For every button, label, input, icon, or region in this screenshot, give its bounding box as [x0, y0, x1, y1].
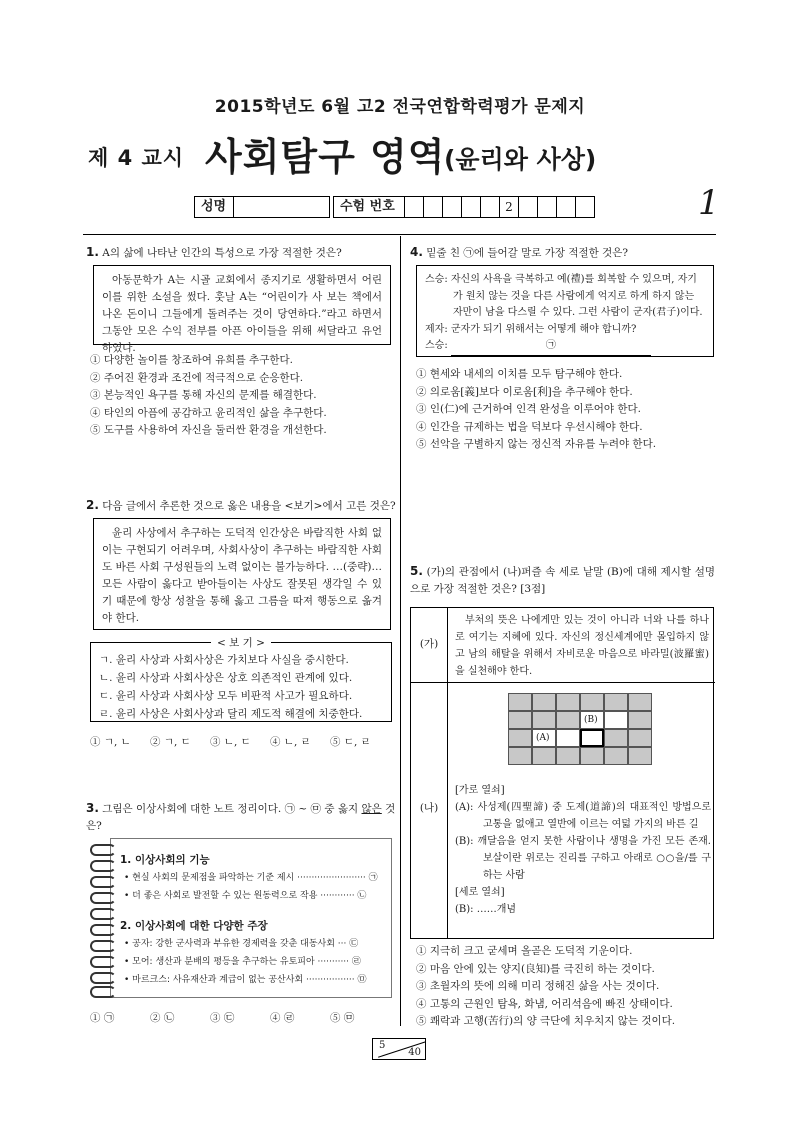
choice-item[interactable]: ② ㉡ [150, 1012, 175, 1024]
question-2-stem: 2. 다음 글에서 추론한 것으로 옳은 내용을 <보기>에서 고른 것은? [86, 498, 396, 512]
across-title: [가로 열쇠] [455, 785, 505, 796]
period-label: 제 4 교시 [88, 146, 185, 170]
grid-cell [628, 693, 652, 711]
bogi-item: ㄴ. 윤리 사상과 사회사상은 상호 의존적인 관계에 있다. [99, 672, 353, 684]
bogi-item: ㄷ. 윤리 사상과 사회사상 모두 비판적 사고가 필요하다. [99, 690, 353, 702]
name-input[interactable] [234, 196, 330, 218]
grid-cell [604, 729, 628, 747]
row-label-ga: (가) [419, 638, 439, 650]
dialog-line: 스승: ㉠ [425, 338, 705, 356]
down-clue-b: (B): ……개념 [455, 904, 517, 915]
exam-number-cell[interactable] [538, 196, 557, 218]
choice-item[interactable]: ④ ㉣ [270, 1012, 295, 1024]
grid-cell-blank [556, 729, 580, 747]
grid-cell-intersection [580, 729, 604, 747]
grid-cell [556, 711, 580, 729]
note-item: • 모어: 생산과 분배의 평등을 추구하는 유토피아 ··········· ㉣ [124, 957, 361, 967]
choice-item[interactable]: ④ 고통의 근원인 탐욕, 화냄, 어리석음에 빠진 상태이다. [416, 997, 673, 1010]
row-label-na: (나) [419, 802, 439, 814]
choice-item[interactable]: ① ㄱ, ㄴ [90, 736, 131, 748]
exam-number-cell[interactable] [557, 196, 576, 218]
grid-cell [508, 693, 532, 711]
grid-cell [508, 729, 532, 747]
question-3-choices [90, 1010, 390, 1025]
exam-number-field [333, 196, 595, 218]
dialog-line: 제자: 군자가 되기 위해서는 어떻게 해야 합니까? [425, 323, 637, 335]
grid-cell [580, 747, 604, 765]
bogi-item: ㄱ. 윤리 사상과 사회사상은 가치보다 사실을 중시한다. [99, 654, 349, 666]
choice-item[interactable]: ① 다양한 놀이를 창조하여 유희를 추구한다. [90, 354, 293, 366]
choice-item[interactable]: ② 주어진 환경과 조건에 적극적으로 순응한다. [90, 371, 304, 384]
note-heading: 1. 이상사회의 기능 [120, 854, 210, 866]
spiral-ring-icon [90, 940, 116, 952]
grid-cell [628, 711, 652, 729]
grid-cell [556, 747, 580, 765]
spiral-ring-icon [90, 956, 116, 968]
choice-item[interactable]: ⑤ 쾌락과 고행(苦行)의 양 극단에 치우치지 않는 것이다. [416, 1015, 676, 1027]
grid-label-a: (A) [536, 733, 550, 743]
page-number: 1 [698, 183, 720, 223]
area-subtitle: (윤리와 사상) [444, 145, 597, 174]
exam-number-cell[interactable] [519, 196, 538, 218]
spiral-ring-icon [90, 986, 116, 998]
exam-title: 2015학년도 6월 고2 전국연합학력평가 문제지 [214, 97, 586, 117]
choice-item[interactable]: ⑤ 도구를 사용하여 자신을 둘러싼 환경을 개선한다. [90, 424, 327, 436]
grid-cell [604, 693, 628, 711]
exam-number-cell[interactable] [443, 196, 462, 218]
note-item: • 공자: 강한 군사력과 부유한 경제력을 갖춘 대동사회 ··· ㉢ [124, 939, 359, 949]
across-clue-a: (A): 사성제(四聖諦) 중 도제(道諦)의 대표적인 방법으로 고통을 없애고 열반에 이르는 여덟 가지의 바른 길 [455, 802, 711, 830]
name-label: 성명 [194, 196, 234, 218]
choice-item[interactable]: ④ 타인의 아픔에 공감하고 윤리적인 삶을 추구한다. [90, 406, 327, 419]
exam-number-cell[interactable] [424, 196, 443, 218]
choice-item[interactable]: ② 마음 안에 있는 양지(良知)를 극진히 하는 것이다. [416, 962, 655, 975]
spiral-ring-icon [90, 908, 116, 920]
choice-item[interactable]: ③ 본능적인 욕구를 통해 자신의 문제를 해결한다. [90, 389, 317, 401]
choice-item[interactable]: ③ 인(仁)에 근거하여 인격 완성을 이루어야 한다. [416, 403, 641, 415]
choice-item[interactable]: ② 의로움[義]보다 이로움[利]을 추구해야 한다. [416, 385, 633, 398]
grid-cell [628, 747, 652, 765]
question-4-choices [416, 366, 656, 454]
ga-passage: 부처의 뜻은 나에게만 있는 것이 아니라 너와 나를 하나로 여기는 지혜에 있다. 자신의 정신세계에만 몰입하지 않고 남의 해탈을 위해서 자비로운 마음으로 바라밀(波羅蜜)을 실천해야 한다. [455, 615, 709, 677]
grid-cell [604, 747, 628, 765]
exam-number-cell[interactable] [405, 196, 424, 218]
grid-cell [532, 711, 556, 729]
choice-item[interactable]: ⑤ ㄷ, ㄹ [330, 736, 371, 748]
area-title: 사회탐구 영역 [205, 135, 446, 179]
choice-item[interactable]: ③ ㄴ, ㄷ [210, 736, 251, 748]
column-divider [400, 236, 401, 1026]
choice-item[interactable]: ④ ㄴ, ㄹ [270, 736, 311, 748]
grid-cell [532, 693, 556, 711]
dialog-line: 스승: 자신의 사욕을 극복하고 예(禮)를 회복할 수 있으며, 자기 [425, 274, 697, 285]
grid-cell [628, 729, 652, 747]
grid-cell [508, 711, 532, 729]
choice-item[interactable]: ⑤ 선악을 구별하지 않는 정신적 자유를 누려야 한다. [416, 438, 657, 450]
note-item: • 더 좋은 사회로 발전할 수 있는 원동력으로 작용 ············ ㉡ [124, 891, 367, 901]
choice-item[interactable]: ① ㉠ [90, 1012, 115, 1024]
exam-number-label: 수험 번호 [333, 196, 405, 218]
question-5-stem: 5. (가)의 관점에서 (나)퍼즐 속 세로 낱말 (B)에 대해 제시할 설명으로 가장 적절한 것은? [3점] [410, 564, 715, 595]
across-clue-b: (B): 깨달음을 얻지 못한 사람이나 생명을 가진 모든 존재. 보살이란 위로는 진리를 구하고 아래로 ○○을/를 구하는 사람 [455, 836, 711, 881]
exam-number-cell[interactable] [462, 196, 481, 218]
question-4-stem: 4. 밑줄 친 ㉠에 들어갈 말로 가장 적절한 것은? [410, 245, 629, 259]
answer-blank: ㉠ [451, 338, 651, 356]
down-title: [세로 열쇠] [455, 887, 505, 898]
bogi-item: ㄹ. 윤리 사상은 사회사상과 달리 제도적 해결에 치중한다. [99, 708, 363, 720]
dialog-line: 자만이 남을 다스릴 수 있다. 그런 사람이 군자(君子)이다. [453, 307, 703, 318]
grid-cell [556, 693, 580, 711]
exam-number-cell[interactable] [576, 196, 595, 218]
question-1-choices [90, 352, 327, 440]
choice-item[interactable]: ④ 인간을 규제하는 법을 덕보다 우선시해야 한다. [416, 420, 643, 433]
spiral-ring-icon [90, 844, 116, 856]
footer-page: 5 [379, 1040, 386, 1051]
footer-total: 40 [408, 1047, 421, 1058]
question-2-choices [90, 734, 390, 749]
question-4-dialog [416, 265, 714, 357]
note-illustration [90, 838, 392, 998]
choice-item[interactable]: ③ 초월자의 뜻에 의해 미리 정해진 삶을 사는 것이다. [416, 980, 660, 992]
choice-item[interactable]: ① 현세와 내세의 이치를 모두 탐구해야 한다. [416, 368, 623, 380]
question-2-passage: 윤리 사상에서 추구하는 도덕적 인간상은 바람직한 사회 없이는 구현되기 어려우며, 사회사상이 추구하는 바람직한 사회도 바른 사회 구성원들의 노력 없이는 불가능하다. …(중략)… 모든 사람이 옳다고 받아들이는 사상도 잘못된 생각일 수 있기 때문에 항상 성찰을 통해 옳고 그름을 따져 행동으로 옮겨야 한다. [93, 518, 391, 630]
footer-page-indicator [372, 1038, 426, 1060]
dialog-line: 가 원치 않는 것을 다른 사람에게 억지로 하게 하지 않는 [453, 290, 695, 302]
spiral-ring-icon [90, 972, 116, 984]
choice-item[interactable]: ① 지극히 크고 굳세며 올곧은 도덕적 기운이다. [416, 945, 633, 957]
spiral-ring-icon [90, 924, 116, 936]
note-heading: 2. 이상사회에 대한 다양한 주장 [120, 920, 268, 932]
question-2-bogi [90, 637, 392, 722]
question-5-table [410, 607, 714, 939]
header-rule [83, 234, 716, 235]
bogi-label: < 보 기 > [211, 637, 271, 649]
spiral-ring-icon [90, 876, 116, 888]
spiral-ring-icon [90, 860, 116, 872]
grid-label-b: (B) [584, 715, 598, 725]
question-3-stem: 3. 그림은 이상사회에 대한 노트 정리이다. ㉠ ~ ㉤ 중 옳지 않은 것은? [86, 801, 396, 832]
grid-cell [580, 693, 604, 711]
exam-number-digit: 2 [500, 196, 519, 218]
note-item: • 마르크스: 사유재산과 계급이 없는 공산사회 ················· ㉤ [124, 975, 367, 985]
grid-cell [532, 747, 556, 765]
grid-cell [508, 747, 532, 765]
question-5-choices [416, 943, 675, 1031]
choice-item[interactable]: ③ ㉢ [210, 1012, 235, 1024]
choice-item[interactable]: ② ㄱ, ㄷ [150, 736, 191, 748]
spiral-ring-icon [90, 892, 116, 904]
question-1-stem: 1. A의 삶에 나타난 인간의 특성으로 가장 적절한 것은? [86, 245, 342, 259]
grid-cell-blank [604, 711, 628, 729]
name-field [194, 196, 330, 218]
exam-number-cell[interactable] [481, 196, 500, 218]
puzzle-clues [455, 782, 711, 918]
question-1-passage: 아동문학가 A는 시골 교회에서 종지기로 생활하면서 어린이를 위한 소설을 썼다. 훗날 A는 “어린이가 사 보는 책에서 나온 돈이니 그들에게 돌려주는 것이 당연하다.”라고 하면서 그동안 모은 수익 전부를 아픈 아이들을 위해 써달라고 유언하였다. [93, 265, 391, 345]
choice-item[interactable]: ⑤ ㉤ [330, 1012, 355, 1024]
note-item: • 현실 사회의 문제점을 파악하는 기준 제시 ························ ㉠ [124, 873, 378, 883]
